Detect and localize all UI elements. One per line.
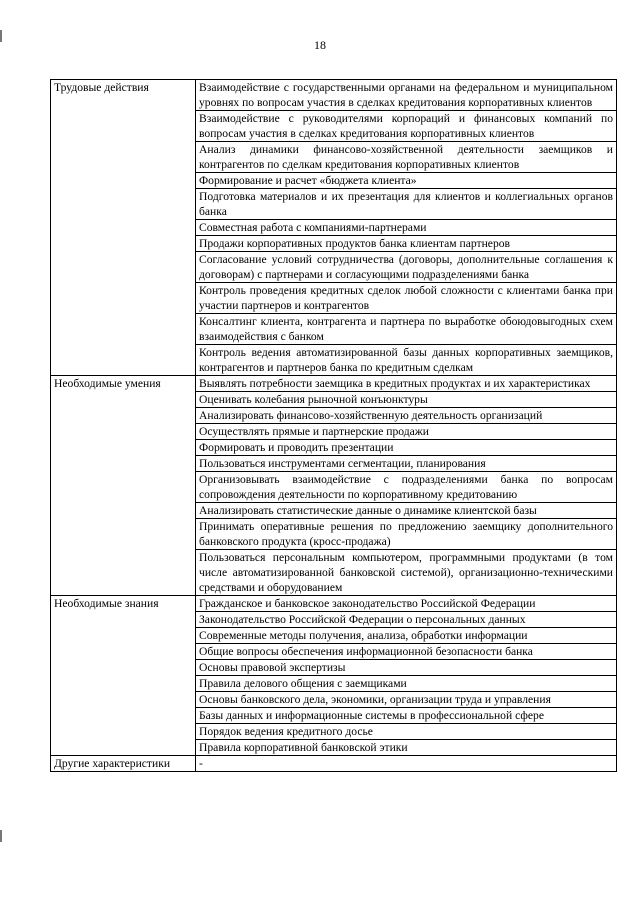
section-label: Трудовые действия	[51, 80, 196, 376]
section-item: Правила делового общения с заемщиками	[196, 676, 617, 692]
section-item: Гражданское и банковское законодательство Российской Федерации	[196, 596, 617, 612]
section-item: Формирование и расчет «бюджета клиента»	[196, 173, 617, 189]
section-item: Осуществлять прямые и партнерские продажи	[196, 424, 617, 440]
section-item: Порядок ведения кредитного досье	[196, 724, 617, 740]
table-row	[51, 756, 617, 772]
section-label: Другие характеристики	[51, 756, 196, 772]
section-item: Анализ динамики финансово-хозяйственной деятельности заемщиков и контрагентов по сделкам кредитования корпоративных клиентов	[196, 142, 617, 173]
section-item: Основы банковского дела, экономики, организации труда и управления	[196, 692, 617, 708]
section-item: Современные методы получения, анализа, обработки информации	[196, 628, 617, 644]
section-item: Анализировать статистические данные о динамике клиентской базы	[196, 503, 617, 519]
section-item: Пользоваться инструментами сегментации, планирования	[196, 456, 617, 472]
margin-mark-bottom	[0, 830, 2, 842]
section-item: Анализировать финансово-хозяйственную деятельность организаций	[196, 408, 617, 424]
section-item: Основы правовой экспертизы	[196, 660, 617, 676]
section-item: Формировать и проводить презентации	[196, 440, 617, 456]
section-item: Законодательство Российской Федерации о персональных данных	[196, 612, 617, 628]
section-item: Консалтинг клиента, контрагента и партнера по выработке обоюдовыгодных схем взаимодействия с банком	[196, 314, 617, 345]
section-item: Совместная работа с компаниями-партнерами	[196, 220, 617, 236]
section-item: Взаимодействие с руководителями корпораций и финансовых компаний по вопросам участия в сделках кредитования корпоративных клиентов	[196, 111, 617, 142]
section-item: Контроль проведения кредитных сделок любой сложности с клиентами банка при участии партнеров и контрагентов	[196, 283, 617, 314]
section-item: Взаимодействие с государственными органами на федеральном и муниципальном уровнях по вопросам участия в сделках кредитования корпоративных клиентов	[196, 80, 617, 111]
table-row	[51, 376, 617, 392]
section-label: Необходимые умения	[51, 376, 196, 596]
section-item: Базы данных и информационные системы в профессиональной сфере	[196, 708, 617, 724]
section-item: Согласование условий сотрудничества (договоры, дополнительные соглашения к договорам) с партнерами и согласующими подразделениями банка	[196, 252, 617, 283]
page-number: 18	[314, 38, 326, 52]
job-function-table	[50, 79, 617, 772]
section-item: Продажи корпоративных продуктов банка клиентам партнеров	[196, 236, 617, 252]
section-label: Необходимые знания	[51, 596, 196, 756]
section-item: Правила корпоративной банковской этики	[196, 740, 617, 756]
section-item: Контроль ведения автоматизированной базы данных корпоративных заемщиков, контрагентов и партнеров банка по кредитным сделкам	[196, 345, 617, 376]
section-item: Оценивать колебания рыночной конъюнктуры	[196, 392, 617, 408]
section-item: Пользоваться персональным компьютером, программными продуктами (в том числе автоматизированной банковской системой), организационно-техническими средствами и оборудованием	[196, 550, 617, 596]
section-item: Организовывать взаимодействие с подразделениями банка по вопросам сопровождения деятельности по корпоративному кредитованию	[196, 472, 617, 503]
table-row	[51, 80, 617, 111]
table-row	[51, 596, 617, 612]
section-item: Принимать оперативные решения по предложению заемщику дополнительного банковского продукта (кросс-продажа)	[196, 519, 617, 550]
section-item: Подготовка материалов и их презентация для клиентов и коллегиальных органов банка	[196, 189, 617, 220]
section-item: -	[196, 756, 617, 772]
section-item: Выявлять потребности заемщика в кредитных продуктах и их характеристиках	[196, 376, 617, 392]
section-item: Общие вопросы обеспечения информационной безопасности банка	[196, 644, 617, 660]
